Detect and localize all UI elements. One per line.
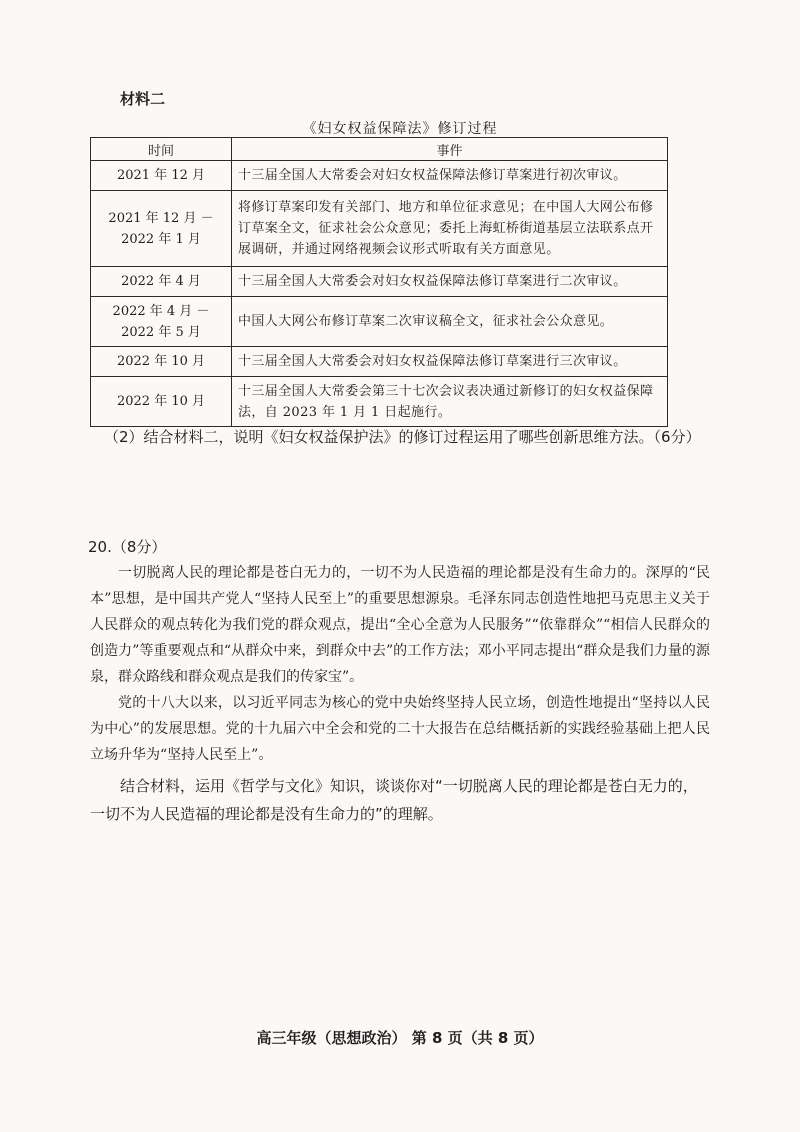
question-20-passage	[90, 560, 710, 768]
row-event: 将修订草案印发有关部门、地方和单位征求意见；在中国人大网公布修订草案全文，征求社会公众意见；委托上海虹桥街道基层立法联系点开展调研，并通过网络视频会议形式听取有关方面意见。	[232, 191, 668, 267]
page-footer: 高三年级（思想政治） 第 8 页（共 8 页）	[256, 1029, 544, 1047]
passage-paragraph: 一切脱离人民的理论都是苍白无力的，一切不为人民造福的理论都是没有生命力的。深厚的“民本”思想，是中国共产党人“坚持人民至上”的重要思想源泉。毛泽东同志创造性地把马克思主义关于人民群众的观点转化为我们党的群众观点，提出“全心全意为人民服务”“依靠群众”“相信人民群众的创造力”等重要观点和“从群众中来，到群众中去”的工作方法；邓小平同志提出“群众是我们力量的源泉，群众路线和群众观点是我们的传家宝”。	[90, 565, 710, 685]
row-time: 2022 年 10 月	[91, 347, 232, 377]
row-time: 2022 年 4 月 － 2022 年 5 月	[91, 297, 232, 347]
passage-paragraph: 党的十八大以来，以习近平同志为核心的党中央始终坚持人民立场，创造性地提出“坚持以人民为中心”的发展思想。党的十九届六中全会和党的二十大报告在总结概括新的实践经验基础上把人民立场升华为“坚持人民至上”。	[90, 695, 710, 763]
header-time: 时间	[91, 138, 232, 161]
row-event: 十三届全国人大常委会第三十七次会议表决通过新修订的妇女权益保障法，自 2023 年 1 月 1 日起施行。	[232, 377, 668, 427]
material-label: 材料二	[120, 90, 166, 108]
table-row	[91, 377, 668, 427]
row-time: 2021 年 12 月	[91, 161, 232, 191]
row-time: 2021 年 12 月 － 2022 年 1 月	[91, 191, 232, 267]
row-event: 十三届全国人大常委会对妇女权益保障法修订草案进行二次审议。	[232, 267, 668, 297]
table-row	[91, 161, 668, 191]
table-header-row	[91, 138, 668, 161]
row-event: 十三届全国人大常委会对妇女权益保障法修订草案进行初次审议。	[232, 161, 668, 191]
table-row	[91, 267, 668, 297]
row-time: 2022 年 10 月	[91, 377, 232, 427]
table-title: 《妇女权益保障法》修订过程	[302, 121, 498, 137]
question-20-prompt: 结合材料，运用《哲学与文化》知识，谈谈你对“一切脱离人民的理论都是苍白无力的，一切不为人民造福的理论都是没有生命力的”的理解。	[90, 777, 698, 823]
revision-table	[90, 137, 668, 427]
question-20-number: 20.（8分）	[88, 538, 167, 556]
row-time: 2022 年 4 月	[91, 267, 232, 297]
table-row	[91, 347, 668, 377]
header-event: 事件	[232, 138, 668, 161]
question-2: （2）结合材料二，说明《妇女权益保护法》的修订过程运用了哪些创新思维方法。（6分）	[104, 428, 701, 446]
row-event: 十三届全国人大常委会对妇女权益保障法修订草案进行三次审议。	[232, 347, 668, 377]
row-event: 中国人大网公布修订草案二次审议稿全文，征求社会公众意见。	[232, 297, 668, 347]
table-row	[91, 297, 668, 347]
table-row	[91, 191, 668, 267]
